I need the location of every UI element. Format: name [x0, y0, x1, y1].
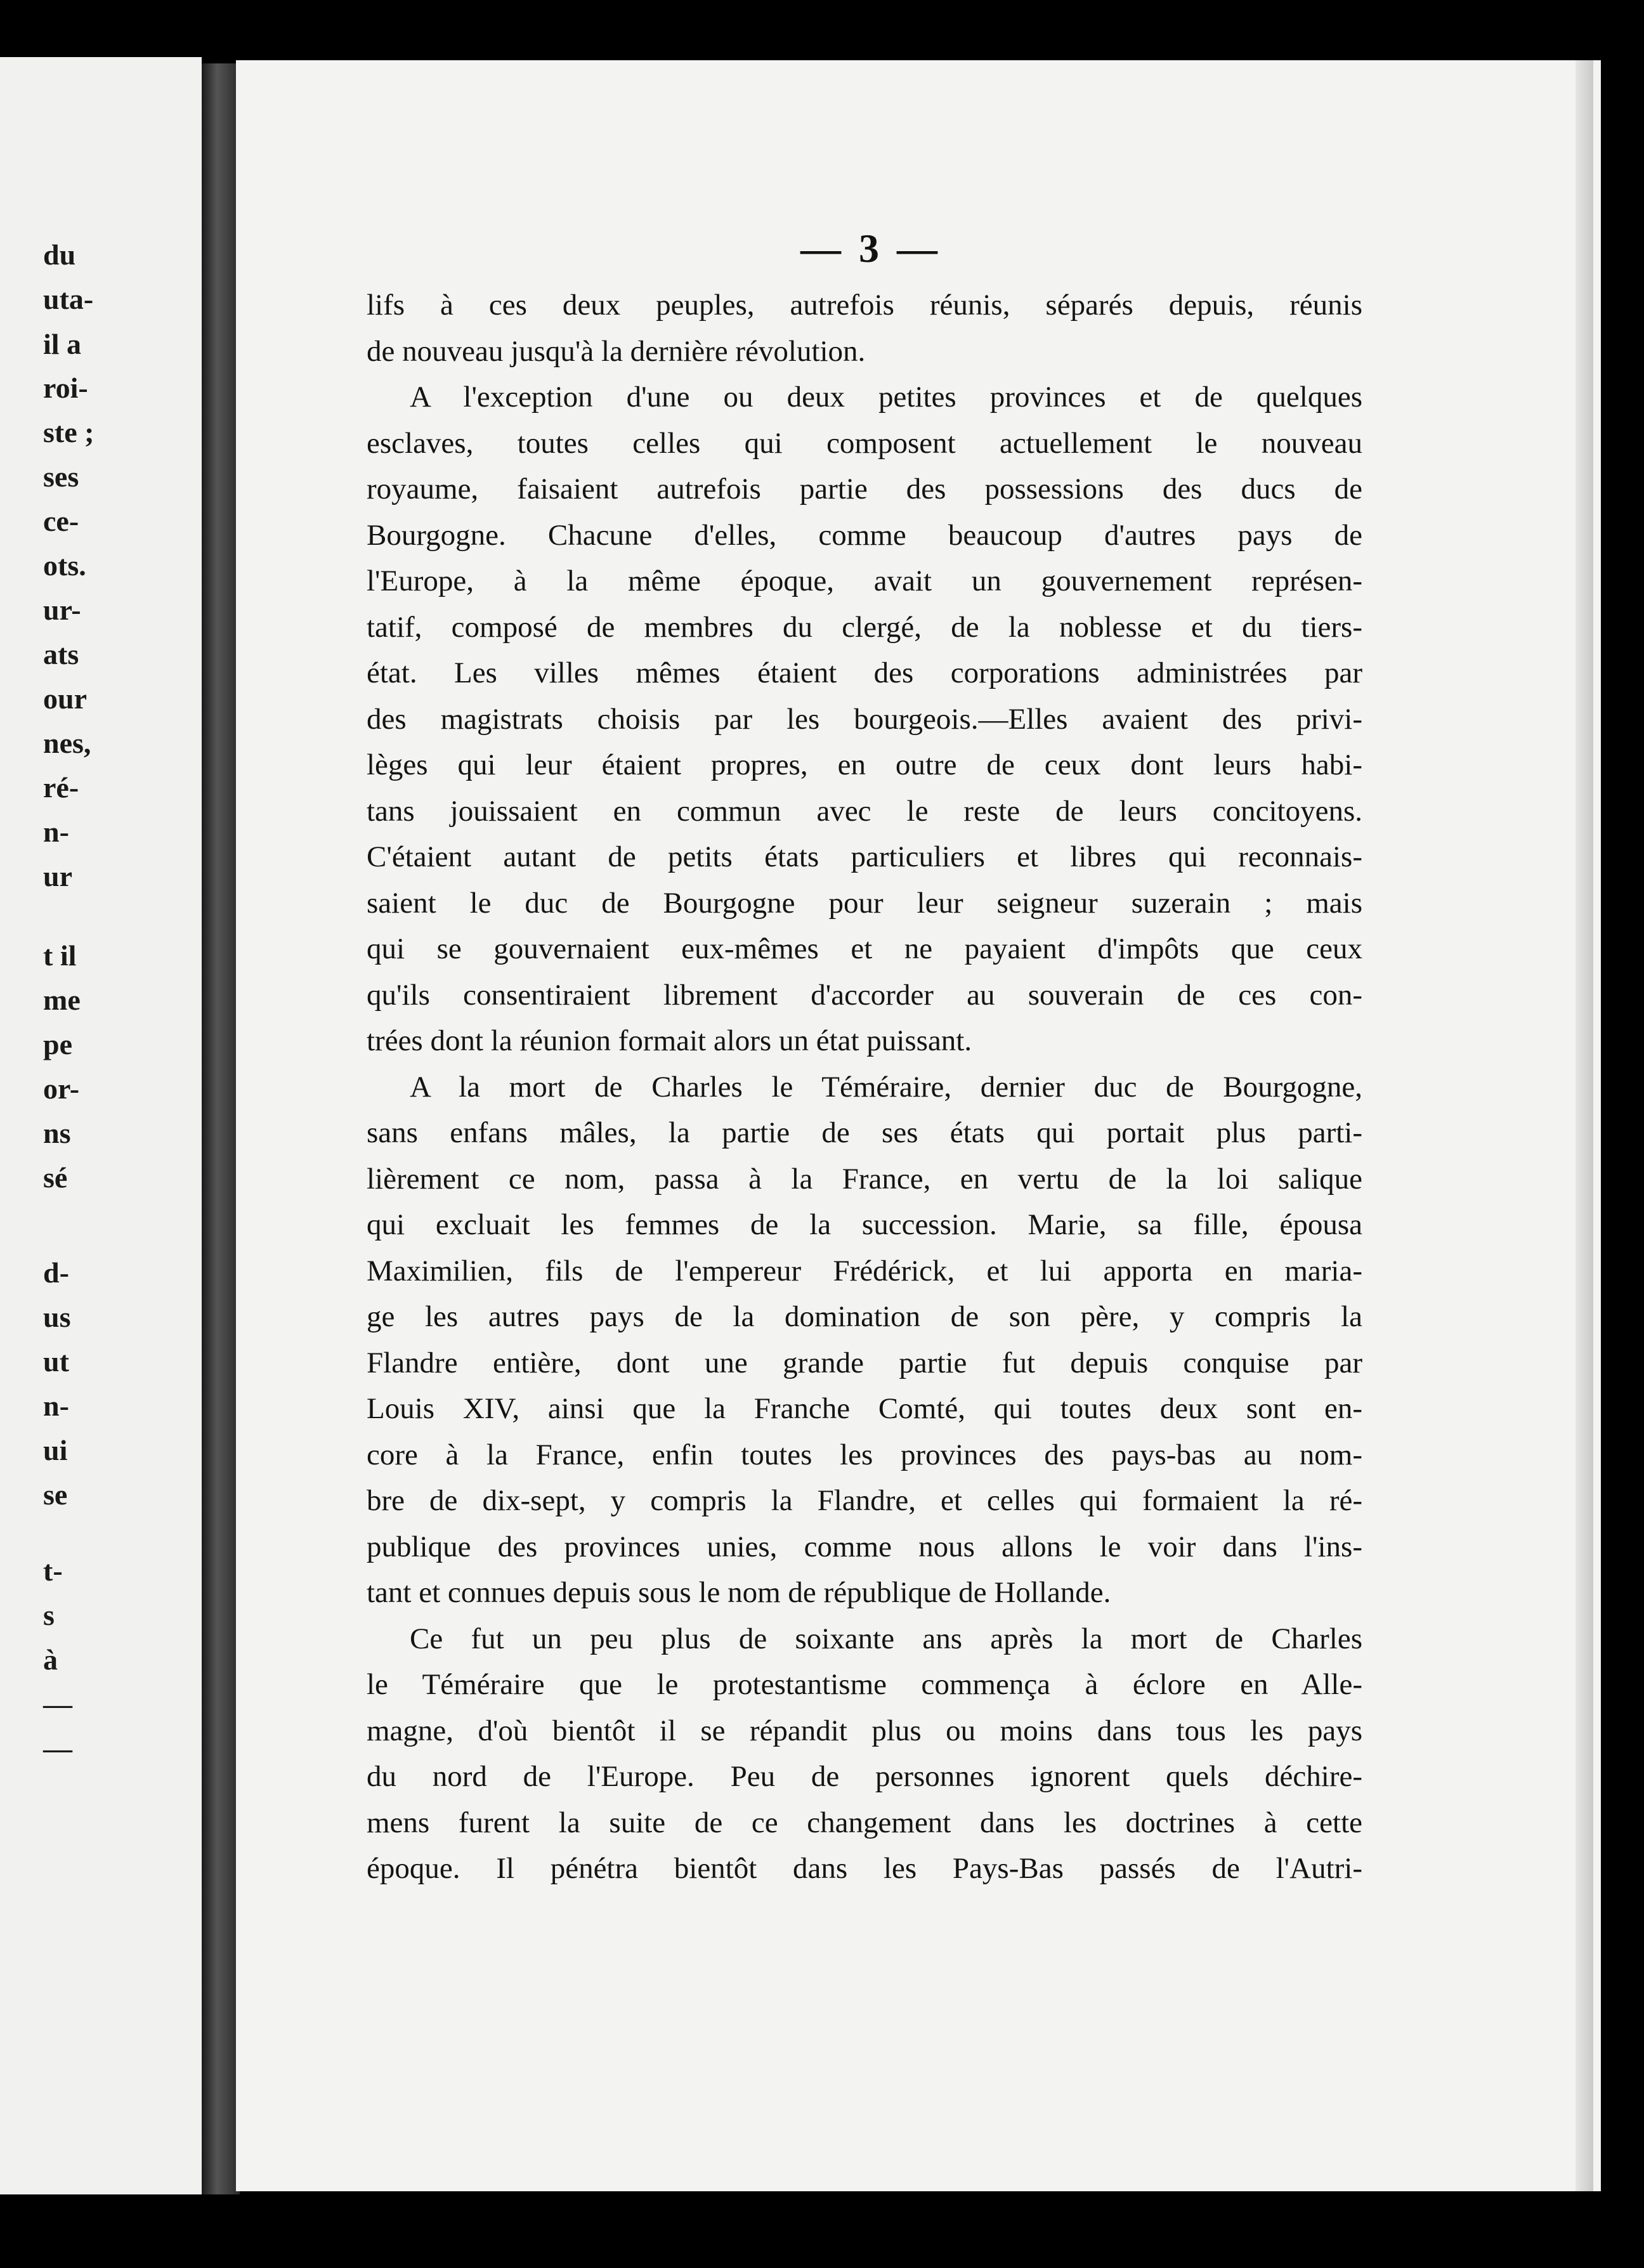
left-page-fragment: ats [43, 638, 79, 670]
text-line: Flandre entière, dont une grande partie fut depuis conquise par [367, 1346, 1362, 1379]
body-text [367, 282, 1362, 1892]
page-number: — 3 — [800, 226, 941, 271]
left-page-fragment: ut [43, 1345, 69, 1378]
text-line: magne, d'où bientôt il se répandit plus ou moins dans tous les pays [367, 1714, 1362, 1747]
left-page-fragment: sé [43, 1161, 68, 1194]
left-page-fragment: d- [43, 1256, 69, 1289]
paragraph [367, 374, 1362, 1064]
left-page-fragment: or- [43, 1072, 80, 1105]
text-line: tant et connues depuis sous le nom de république de Hollande. [367, 1576, 1111, 1609]
text-line: A l'exception d'une ou deux petites provinces et de quelques [410, 381, 1362, 414]
paragraph [367, 1616, 1362, 1892]
left-page-fragment: se [43, 1478, 68, 1511]
text-line: tans jouissaient en commun avec le reste de leurs concitoyens. [367, 794, 1362, 828]
left-page-fragment: ur [43, 860, 72, 892]
text-line: Maximilien, fils de l'empereur Frédérick, et lui apporta en maria- [367, 1254, 1362, 1287]
left-page-fragment: ots. [43, 549, 86, 582]
left-page-fragment: ste ; [43, 416, 95, 448]
text-line: état. Les villes mêmes étaient des corporations administrées par [367, 656, 1362, 689]
left-page-fragment: nes, [43, 727, 91, 759]
text-line: Louis XIV, ainsi que la Franche Comté, qui toutes deux sont en- [367, 1392, 1362, 1425]
text-line: mens furent la suite de ce changement dans les doctrines à cette [367, 1806, 1362, 1839]
text-line: esclaves, toutes celles qui composent actuellement le nouveau [367, 426, 1362, 460]
left-page-fragment: ns [43, 1117, 71, 1149]
left-page-fragment: — [43, 1732, 72, 1764]
paragraph [367, 282, 1362, 374]
left-page-fragment: ur- [43, 594, 81, 626]
text-line: Ce fut un peu plus de soixante ans après la mort de Charles [410, 1622, 1362, 1655]
text-line: qu'ils consentiraient librement d'accorder au souverain de ces con- [367, 978, 1362, 1012]
text-line: lèges qui leur étaient propres, en outre de ceux dont leurs habi- [367, 748, 1362, 781]
text-line: de nouveau jusqu'à la dernière révolution. [367, 334, 866, 368]
left-page [0, 57, 202, 2194]
text-line: lièrement ce nom, passa à la France, en vertu de la loi salique [367, 1162, 1362, 1196]
left-page-fragment: pe [43, 1028, 72, 1060]
text-line: lifs à ces deux peuples, autrefois réunis, séparés depuis, réunis [367, 289, 1362, 322]
text-line: royaume, faisaient autrefois partie des possessions des ducs de [367, 472, 1362, 505]
left-page-fragment: me [43, 984, 81, 1016]
left-page-fragment: n- [43, 816, 69, 848]
text-line: ge les autres pays de la domination de son père, y compris la [367, 1300, 1362, 1333]
left-page-fragment: our [43, 682, 87, 715]
text-line: qui se gouvernaient eux-mêmes et ne payaient d'impôts que ceux [367, 932, 1362, 965]
left-page-fragment: ce- [43, 505, 79, 537]
text-line: core à la France, enfin toutes les provinces des pays-bas au nom- [367, 1438, 1362, 1471]
left-page-fragment: il a [43, 328, 82, 360]
left-page-fragment: n- [43, 1390, 69, 1422]
text-line: l'Europe, à la même époque, avait un gouvernement représen- [367, 564, 1362, 597]
text-line: C'étaient autant de petits états particuliers et libres qui reconnais- [367, 840, 1362, 873]
left-page-fragment: à [43, 1643, 58, 1676]
left-page-fragment: t- [43, 1554, 63, 1587]
text-line: du nord de l'Europe. Peu de personnes ignorent quels déchire- [367, 1760, 1362, 1793]
text-line: Bourgogne. Chacune d'elles, comme beaucoup d'autres pays de [367, 518, 1362, 552]
text-line: époque. Il pénétra bientôt dans les Pays-Bas passés de l'Autri- [367, 1852, 1362, 1885]
book-gutter [202, 63, 240, 2194]
left-page-fragment: s [43, 1599, 55, 1631]
text-line: qui excluait les femmes de la succession. Marie, sa fille, épousa [367, 1208, 1362, 1241]
left-page-fragment: ui [43, 1434, 68, 1466]
text-line: A la mort de Charles le Téméraire, dernier duc de Bourgogne, [410, 1070, 1362, 1104]
left-page-fragment: du [43, 238, 76, 271]
text-line: publique des provinces unies, comme nous allons le voir dans l'ins- [367, 1530, 1362, 1563]
left-page-fragment: t il [43, 939, 77, 972]
text-line: le Téméraire que le protestantisme commença à éclore en Alle- [367, 1668, 1362, 1701]
paragraph [367, 1064, 1362, 1616]
text-line: sans enfans mâles, la partie de ses états qui portait plus parti- [367, 1116, 1362, 1149]
text-line: trées dont la réunion formait alors un état puissant. [367, 1024, 972, 1057]
left-page-fragment: ré- [43, 771, 79, 804]
text-line: bre de dix-sept, y compris la Flandre, et celles qui formaient la ré- [367, 1484, 1362, 1517]
left-page-fragment: ses [43, 460, 79, 493]
page-edge [1576, 60, 1593, 2191]
text-line: des magistrats choisis par les bourgeois.—Elles avaient des privi- [367, 702, 1362, 736]
left-page-fragment: uta- [43, 283, 94, 315]
left-page-fragment: roi- [43, 372, 88, 404]
left-page-fragment: — [43, 1688, 72, 1720]
text-line: tatif, composé de membres du clergé, de la noblesse et du tiers- [367, 610, 1362, 644]
left-page-fragment: us [43, 1301, 71, 1333]
text-line: saient le duc de Bourgogne pour leur seigneur suzerain ; mais [367, 886, 1362, 920]
